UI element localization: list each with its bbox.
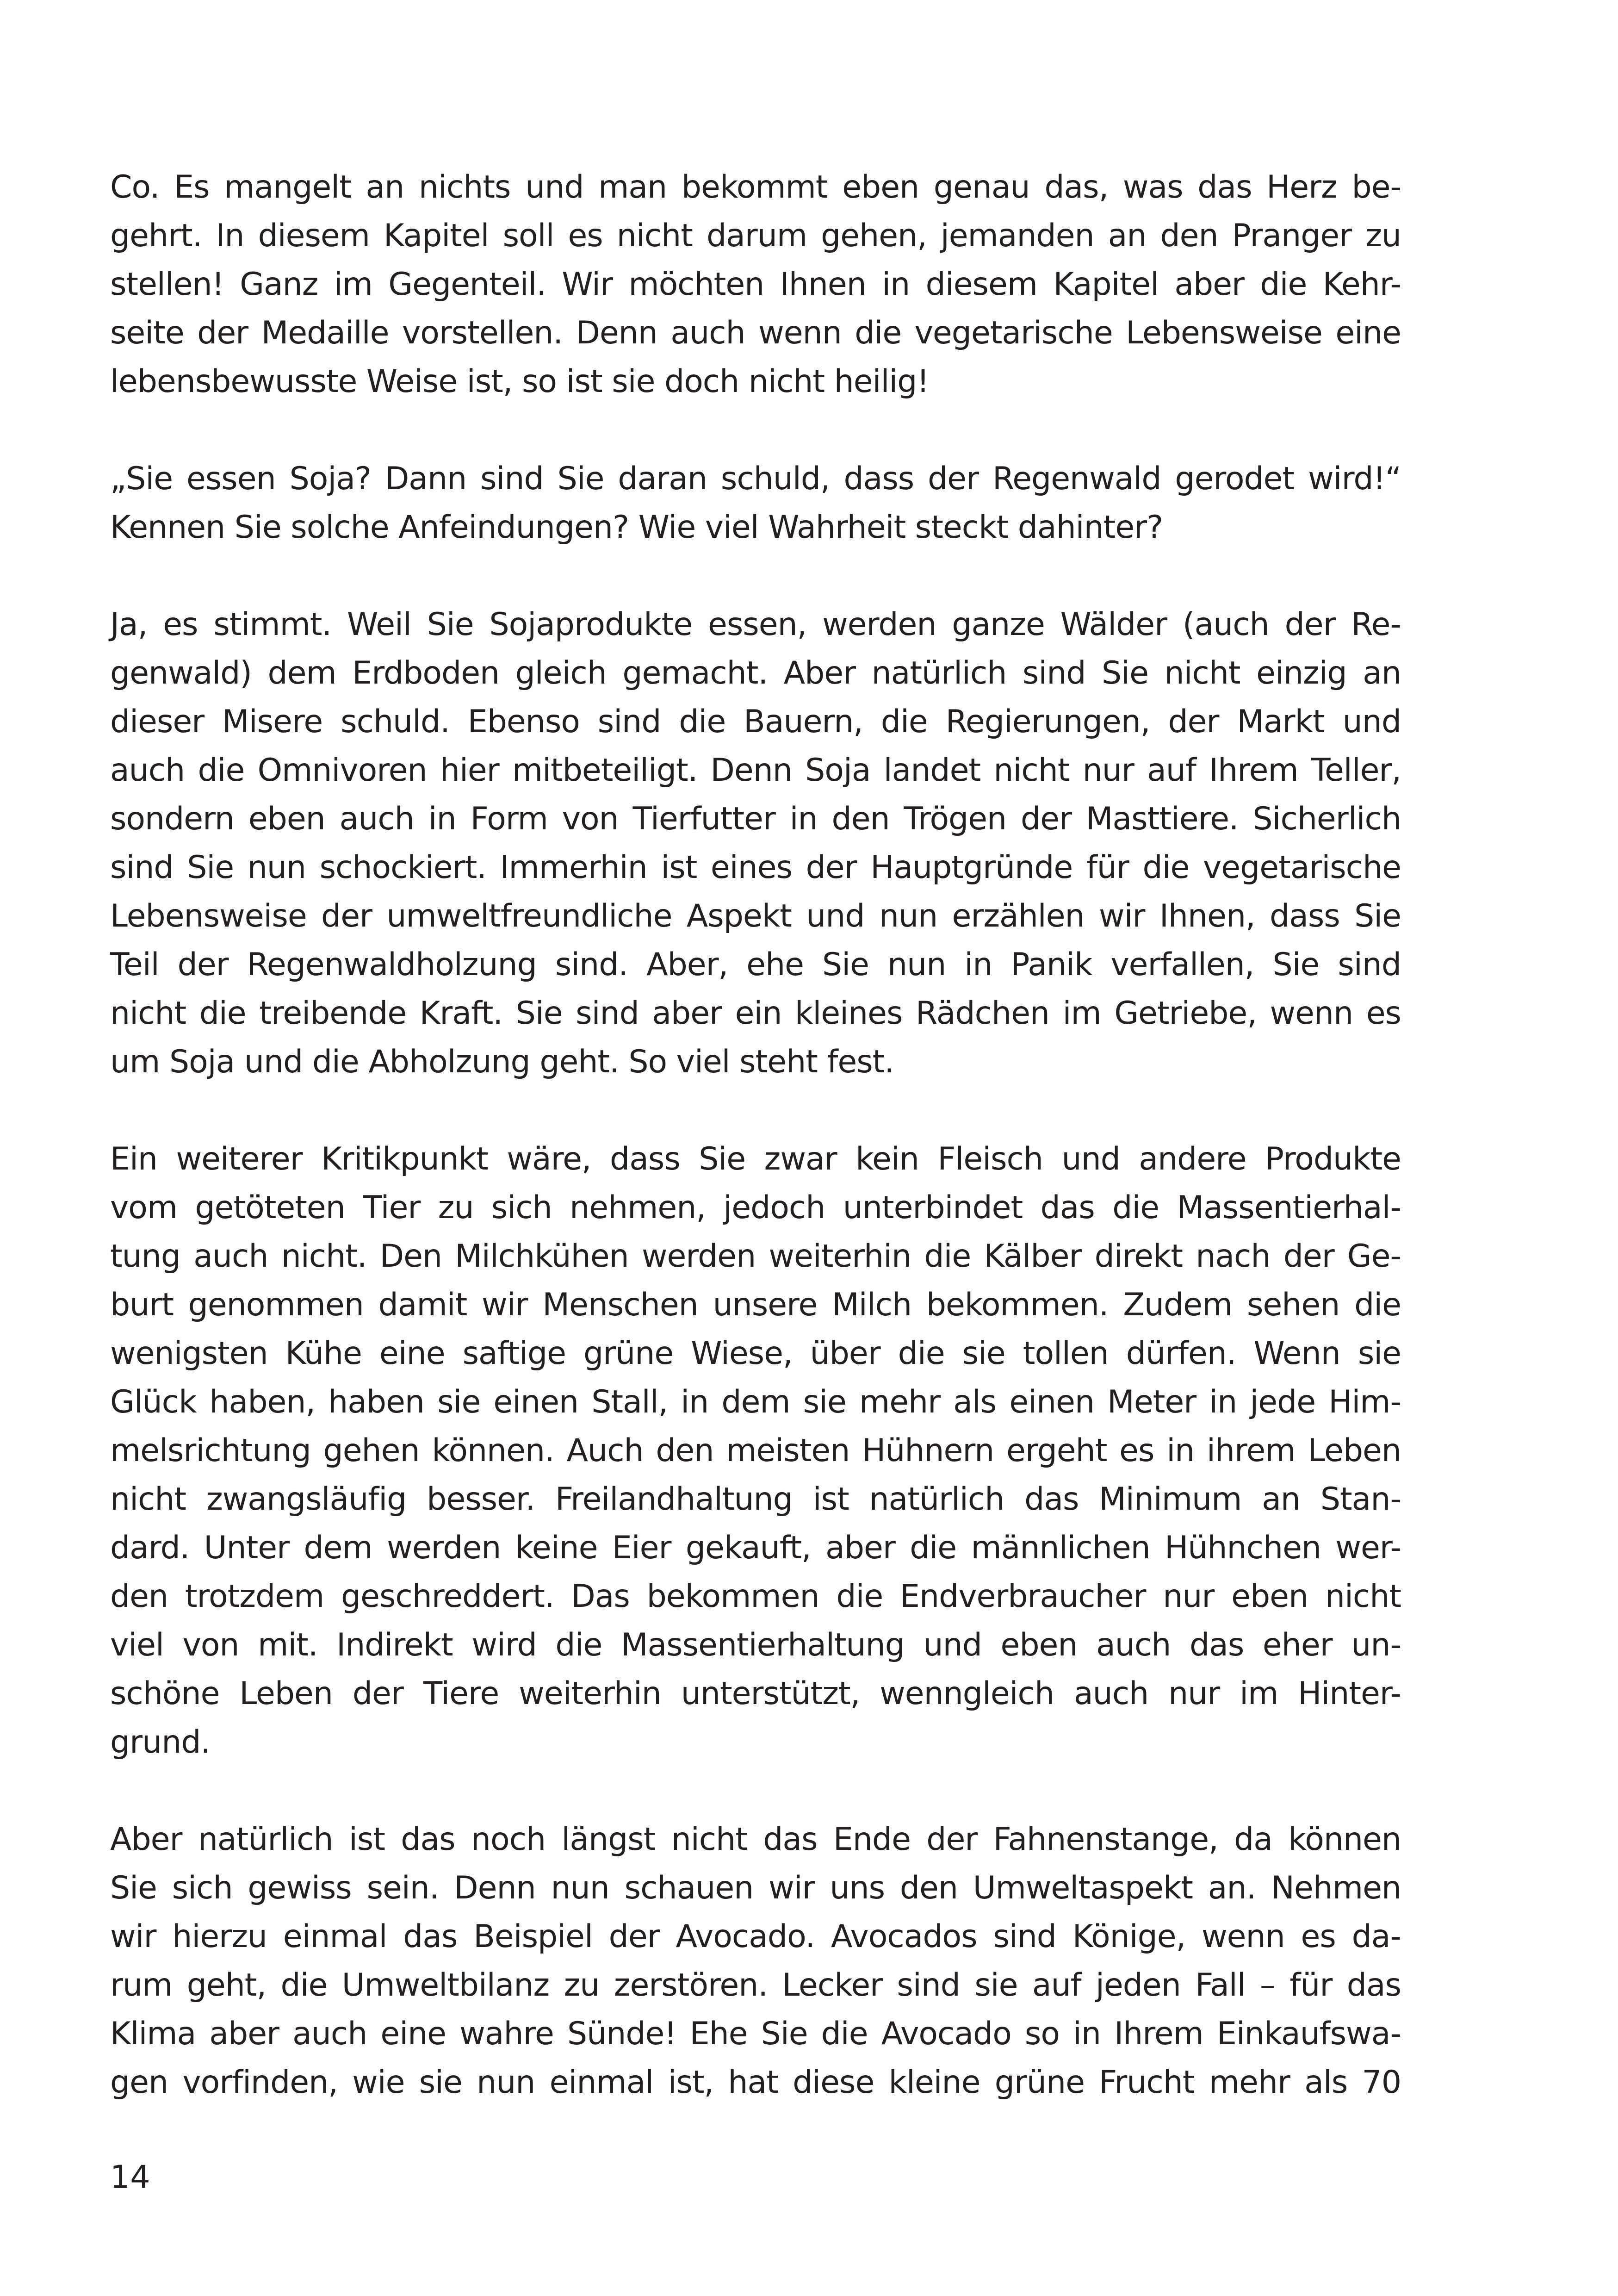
text-line: den trotzdem geschreddert. Das bekommen die Endverbraucher nur eben nicht (110, 1578, 1401, 1615)
text-line: nicht zwangsläufig besser. Freilandhaltung ist natürlich das Minimum an Stan- (110, 1481, 1401, 1518)
text-line: sind Sie nun schockiert. Immerhin ist eines der Hauptgründe für die vegetarische (110, 849, 1401, 886)
text-line: „Sie essen Soja? Dann sind Sie daran schuld, dass der Regenwald gerodet wird!“ (110, 460, 1401, 497)
text-line: seite der Medaille vorstellen. Denn auch wenn die vegetarische Lebensweise eine (110, 315, 1401, 351)
text-line: tung auch nicht. Den Milchkühen werden weiterhin die Kälber direkt nach der Ge- (110, 1238, 1401, 1275)
text-line: auch die Omnivoren hier mitbeteiligt. Denn Soja landet nicht nur auf Ihrem Teller, (110, 752, 1401, 789)
paragraph (110, 1815, 1401, 2107)
text-line: lebensbewusste Weise ist, so ist sie doch nicht heilig! (110, 363, 929, 400)
page-number: 14 (110, 2159, 150, 2196)
text-line: gehrt. In diesem Kapitel soll es nicht darum gehen, jemanden an den Pranger zu (110, 218, 1401, 254)
text-line: Sie sich gewiss sein. Denn nun schauen wir uns den Umweltaspekt an. Nehmen (110, 1870, 1401, 1906)
paragraph (110, 454, 1401, 552)
text-line: sondern eben auch in Form von Tierfutter in den Trögen der Masttiere. Sicherlich (110, 801, 1401, 837)
text-line: stellen! Ganz im Gegenteil. Wir möchten Ihnen in diesem Kapitel aber die Kehr- (110, 266, 1401, 303)
text-line: genwald) dem Erdboden gleich gemacht. Aber natürlich sind Sie nicht einzig an (110, 655, 1401, 691)
text-line: Ja, es stimmt. Weil Sie Sojaprodukte essen, werden ganze Wälder (auch der Re- (110, 606, 1401, 643)
text-line: grund. (110, 1724, 211, 1761)
paragraph (110, 600, 1401, 1086)
text-line: wenigsten Kühe eine saftige grüne Wiese, über die sie tollen dürfen. Wenn sie (110, 1335, 1401, 1372)
text-line: um Soja und die Abholzung geht. So viel steht fest. (110, 1044, 894, 1080)
text-line: Glück haben, haben sie einen Stall, in dem sie mehr als einen Meter in jede Him- (110, 1384, 1401, 1420)
text-line: rum geht, die Umweltbilanz zu zerstören. Lecker sind sie auf jeden Fall – für das (110, 1967, 1401, 2004)
text-line: dieser Misere schuld. Ebenso sind die Bauern, die Regierungen, der Markt und (110, 703, 1401, 740)
text-line: Aber natürlich ist das noch längst nicht das Ende der Fahnenstange, da können (110, 1821, 1401, 1858)
text-line: Co. Es mangelt an nichts und man bekommt eben genau das, was das Herz be- (110, 169, 1401, 205)
text-line: gen vorfinden, wie sie nun einmal ist, hat diese kleine grüne Frucht mehr als 70 (110, 2064, 1401, 2101)
paragraph (110, 1135, 1401, 1767)
body-text (110, 163, 1401, 2155)
paragraph (110, 163, 1401, 406)
text-line: melsrichtung gehen können. Auch den meisten Hühnern ergeht es in ihrem Leben (110, 1432, 1401, 1469)
text-line: Teil der Regenwaldholzung sind. Aber, ehe Sie nun in Panik verfallen, Sie sind (110, 946, 1401, 983)
text-line: burt genommen damit wir Menschen unsere Milch bekommen. Zudem sehen die (110, 1287, 1401, 1323)
text-line: vom getöteten Tier zu sich nehmen, jedoch unterbindet das die Massentierhal- (110, 1189, 1401, 1226)
text-line: wir hierzu einmal das Beispiel der Avocado. Avocados sind Könige, wenn es da- (110, 1918, 1401, 1955)
text-line: dard. Unter dem werden keine Eier gekauft, aber die männlichen Hühnchen wer- (110, 1530, 1401, 1566)
text-line: Lebensweise der umweltfreundliche Aspekt und nun erzählen wir Ihnen, dass Sie (110, 898, 1401, 934)
text-line: Ein weiterer Kritikpunkt wäre, dass Sie zwar kein Fleisch und andere Produkte (110, 1141, 1401, 1177)
text-line: schöne Leben der Tiere weiterhin unterstützt, wenngleich auch nur im Hinter- (110, 1675, 1401, 1712)
text-line: nicht die treibende Kraft. Sie sind aber ein kleines Rädchen im Getriebe, wenn es (110, 995, 1401, 1032)
text-line: Kennen Sie solche Anfeindungen? Wie viel Wahrheit steckt dahinter? (110, 509, 1163, 546)
text-line: Klima aber auch eine wahre Sünde! Ehe Sie die Avocado so in Ihrem Einkaufswa- (110, 2016, 1401, 2052)
text-line: viel von mit. Indirekt wird die Massentierhaltung und eben auch das eher un- (110, 1627, 1401, 1663)
